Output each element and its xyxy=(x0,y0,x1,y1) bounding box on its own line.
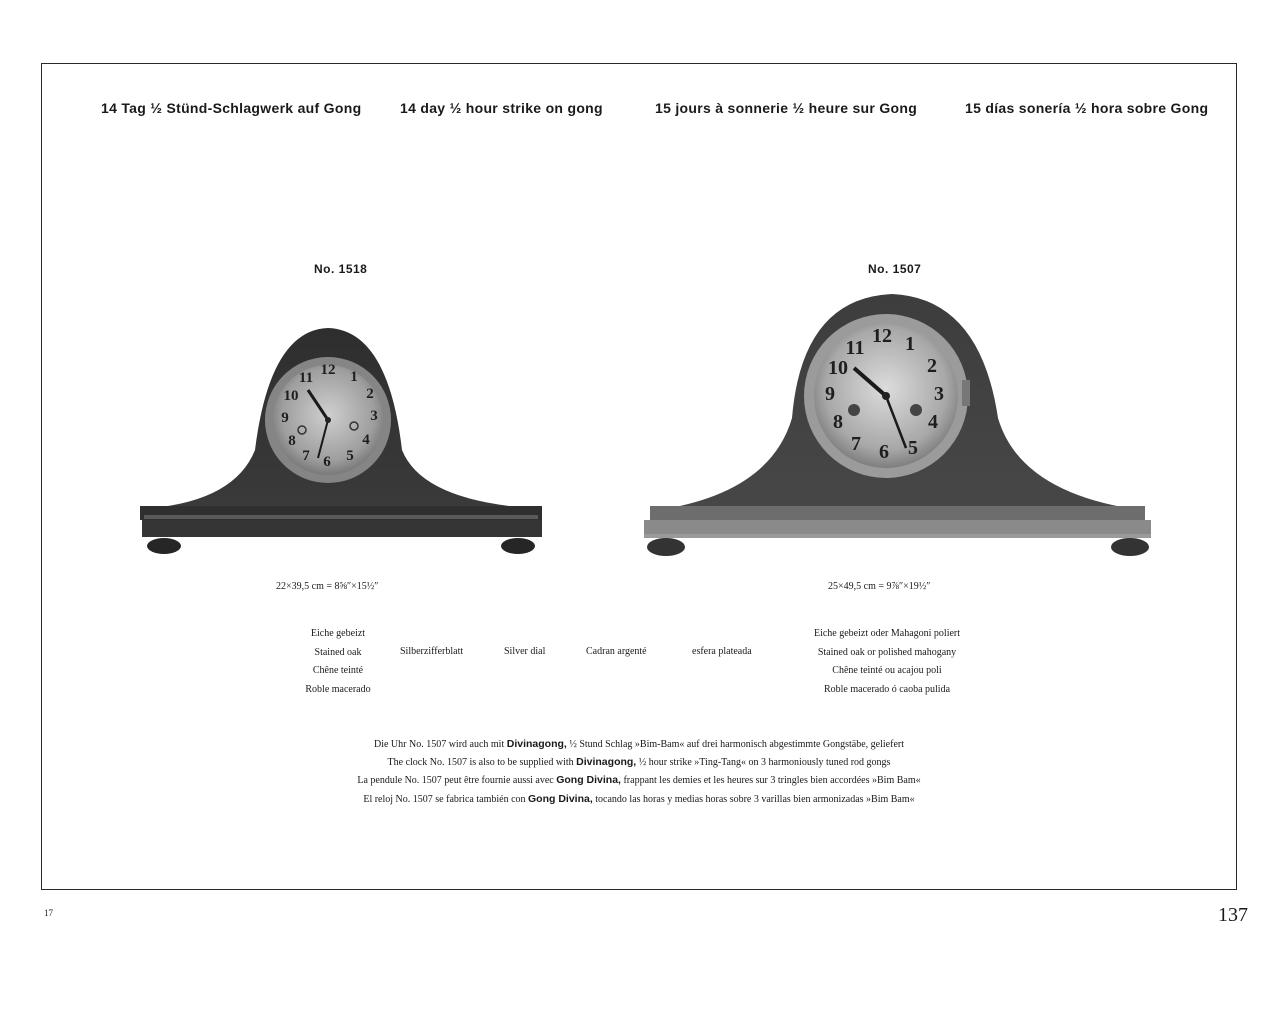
finish-de: Eiche gebeizt xyxy=(310,628,366,639)
svg-text:10: 10 xyxy=(283,388,299,404)
note-french: La pendule No. 1507 peut être fournie aussi avec Gong Divina, frappant les demies et les heures sur 3 tringles bien accordées »Bim Bam« xyxy=(357,774,921,786)
svg-text:7: 7 xyxy=(302,448,310,464)
finish-es: Roble macerado ó caoba pulida xyxy=(823,683,951,695)
svg-text:11: 11 xyxy=(298,370,314,386)
finish-de: Eiche gebeizt oder Mahagoni poliert xyxy=(813,628,961,639)
svg-text:4: 4 xyxy=(362,432,370,448)
svg-text:12: 12 xyxy=(872,325,892,347)
svg-text:12: 12 xyxy=(320,362,336,378)
header-french: 15 jours à sonnerie ½ heure sur Gong xyxy=(655,100,918,116)
dimensions-1507: 25×49,5 cm = 9⅞″×19½″ xyxy=(828,581,931,592)
svg-text:1: 1 xyxy=(350,369,358,385)
clock-1507-image xyxy=(640,288,1155,560)
finish-list-1507 xyxy=(787,625,987,699)
dial-en: Silver dial xyxy=(504,646,546,657)
svg-text:2: 2 xyxy=(366,386,374,402)
dial-es: esfera plateada xyxy=(692,646,752,657)
svg-text:3: 3 xyxy=(370,408,378,424)
page-number: 137 xyxy=(1218,904,1248,926)
note-spanish: El reloj No. 1507 se fabrica también con Gong Divina, tocando las horas y medias horas sobre 3 varillas bien armonizadas »Bim Bam« xyxy=(363,793,915,805)
svg-text:5: 5 xyxy=(908,437,918,459)
header-english: 14 day ½ hour strike on gong xyxy=(400,100,603,116)
svg-text:6: 6 xyxy=(323,454,331,470)
header-german: 14 Tag ½ Stünd-Schlagwerk auf Gong xyxy=(101,100,362,116)
svg-text:6: 6 xyxy=(879,441,889,463)
finish-en: Stained oak or polished mahogany xyxy=(817,646,957,658)
note-english: The clock No. 1507 is also to be supplied with Divinagong, ½ hour strike »Ting-Tang« on 3 harmoniously tuned rod gongs xyxy=(387,756,891,768)
svg-text:2: 2 xyxy=(927,355,937,377)
svg-text:10: 10 xyxy=(828,357,848,379)
finish-list-1518 xyxy=(278,625,398,699)
svg-text:9: 9 xyxy=(281,410,289,426)
finish-fr: Chêne teinté ou acajou poli xyxy=(832,665,942,676)
header-spanish: 15 días sonería ½ hora sobre Gong xyxy=(965,100,1209,116)
note-german: Die Uhr No. 1507 wird auch mit Divinagong, ½ Stund Schlag »Bim-Bam« auf drei harmonisch abgestimmte Gongstäbe, geliefert xyxy=(373,738,904,750)
svg-text:3: 3 xyxy=(934,383,944,405)
dial-de: Silberzifferblatt xyxy=(400,646,464,657)
finish-es: Roble macerado xyxy=(305,683,371,695)
dimensions-1518: 22×39,5 cm = 8⅝″×15½″ xyxy=(276,581,379,592)
svg-text:8: 8 xyxy=(288,433,296,449)
dial-fr: Cadran argenté xyxy=(586,646,647,657)
svg-text:7: 7 xyxy=(851,433,861,455)
svg-text:9: 9 xyxy=(825,383,835,405)
svg-text:8: 8 xyxy=(833,411,843,433)
svg-text:11: 11 xyxy=(845,337,865,359)
svg-text:1: 1 xyxy=(905,333,915,355)
svg-text:4: 4 xyxy=(928,411,938,433)
svg-text:5: 5 xyxy=(346,448,354,464)
finish-fr: Chêne teinté xyxy=(312,665,364,676)
model-label-1518: No. 1518 xyxy=(314,262,368,276)
model-label-1507: No. 1507 xyxy=(868,262,922,276)
signature-number: 17 xyxy=(44,908,53,918)
finish-en: Stained oak xyxy=(314,646,362,658)
clock-1518-image xyxy=(140,320,545,560)
